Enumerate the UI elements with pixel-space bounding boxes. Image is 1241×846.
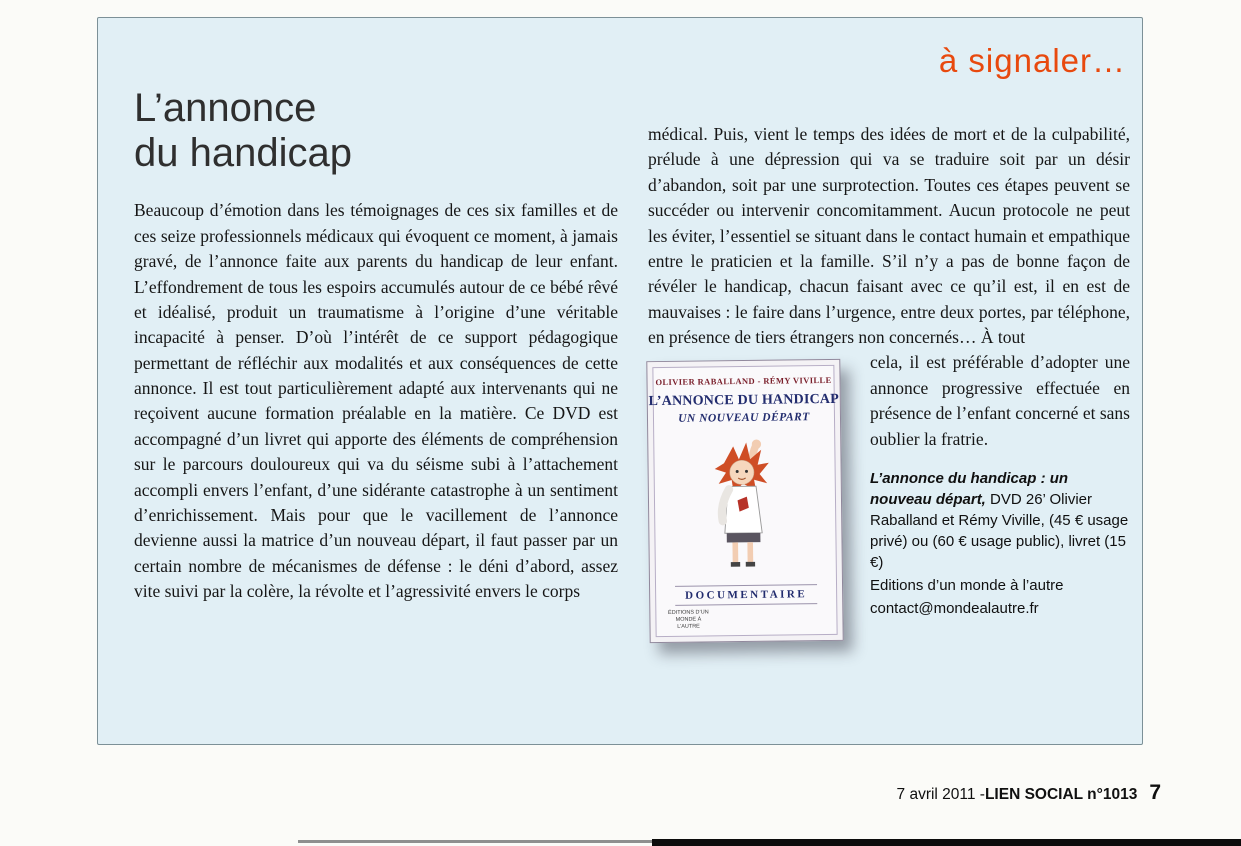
article-title-line1: L’annonce [134, 86, 317, 130]
dvd-authors: OLIVIER RABALLAND - RÉMY VIVILLE [655, 375, 832, 388]
dvd-publisher-logo: ÉDITIONS D’UN MONDE À L’AUTRE [668, 610, 709, 631]
dvd-title: L’ANNONCE DU HANDICAP [648, 392, 840, 410]
article-columns [134, 86, 1130, 650]
dvd-cover-illustration [686, 424, 804, 587]
article-body-right-part1: médical. Puis, vient le temps des idées de mort et de la culpabilité, prélude à une dépression qui va se traduire soit par un désir d’abandon, soit par une surprotection. Toutes ces étapes peuvent se succéder ou intervenir concomitamment. Aucun protocole ne peut les éviter, l’essentiel se situant dans le contact humain et empathique entre le praticien et la famille. S’il n’y a pas de bonne façon de révéler le handicap, chacun faisant avec ce qu’il est, il en est de mauvaises : le faire dans l’urgence, entre deux portes, par téléphone, en présence de tiers étrangers non concernés… À tout [648, 124, 1130, 347]
section-heading: à signaler… [938, 42, 1126, 79]
article-body-left: Beaucoup d’émotion dans les témoignages de ces six familles et de ces seize professionnels médicaux qui évoquent ce moment, à jamais gravé, de l’annonce faite aux parents du handicap de leur enfant. L’effondrement de tous les espoirs accumulés autour de ce bébé rêvé et idéalisé, produit un traumatisme à l’origine d’une véritable incapacité à penser. D’où l’intérêt de ce support pédagogique permettant de réfléchir aux modalités et aux conséquences de cette annonce. Il est tout particulièrement adapté aux intervenants qui ne reçoivent aucune formation préalable en la matière. Ce DVD est accompagné d’un livret qui apporte des éléments de compréhension sur le parcours douloureux qui va du séisme subi à l’attachement accompli envers l’enfant, d’une sidérante catastrophe à un sentiment d’enrichissement. Mais pour que le vacillement de l’annonce devienne aussi la matrice d’un nouveau départ, il faut passer par un certain nombre de mécanismes de défense : le déni d’abord, assez vite suivi par la colère, la révolte et l’agressivité envers le corps [134, 200, 618, 601]
footer-magazine-name: LIEN SOCIAL n°1013 [984, 786, 1138, 803]
article-body-right-part2: cela, il est préférable d’adopter une annonce progressive effectuée en présence de l’enfant concerné et sans oublier la fratrie. [870, 352, 1130, 449]
article-title [134, 86, 618, 176]
girl-illustration [686, 434, 804, 575]
caption-publisher: Editions d’un monde à l’autre [870, 576, 1064, 594]
dvd-cover-photo [648, 360, 848, 642]
dvd-case [646, 359, 843, 643]
article-title-line2: du handicap [134, 131, 352, 176]
caption-title: L’annonce du handicap : un nouveau départ, [870, 469, 1069, 508]
scan-edge-artifact-gray [298, 840, 658, 843]
right-column [648, 86, 1130, 650]
dvd-subtitle: UN NOUVEAU DÉPART [678, 411, 810, 426]
dvd-cover-front [648, 365, 840, 637]
footer-page-number: 7 [1149, 781, 1161, 804]
caption-contact-email: contact@mondealautre.fr [870, 599, 1039, 617]
dvd-genre-label: DOCUMENTAIRE [675, 585, 817, 607]
caption-details: DVD 26’ Olivier Raballand et Rémy Viville, (45 € usage privé) ou (60 € usage public), livret (15 €) [870, 490, 1129, 571]
article-panel [97, 17, 1143, 745]
scan-edge-artifact-black [652, 839, 1241, 846]
page-footer [897, 781, 1161, 805]
left-column [134, 86, 618, 650]
footer-date: 7 avril 2011 - [896, 786, 985, 803]
